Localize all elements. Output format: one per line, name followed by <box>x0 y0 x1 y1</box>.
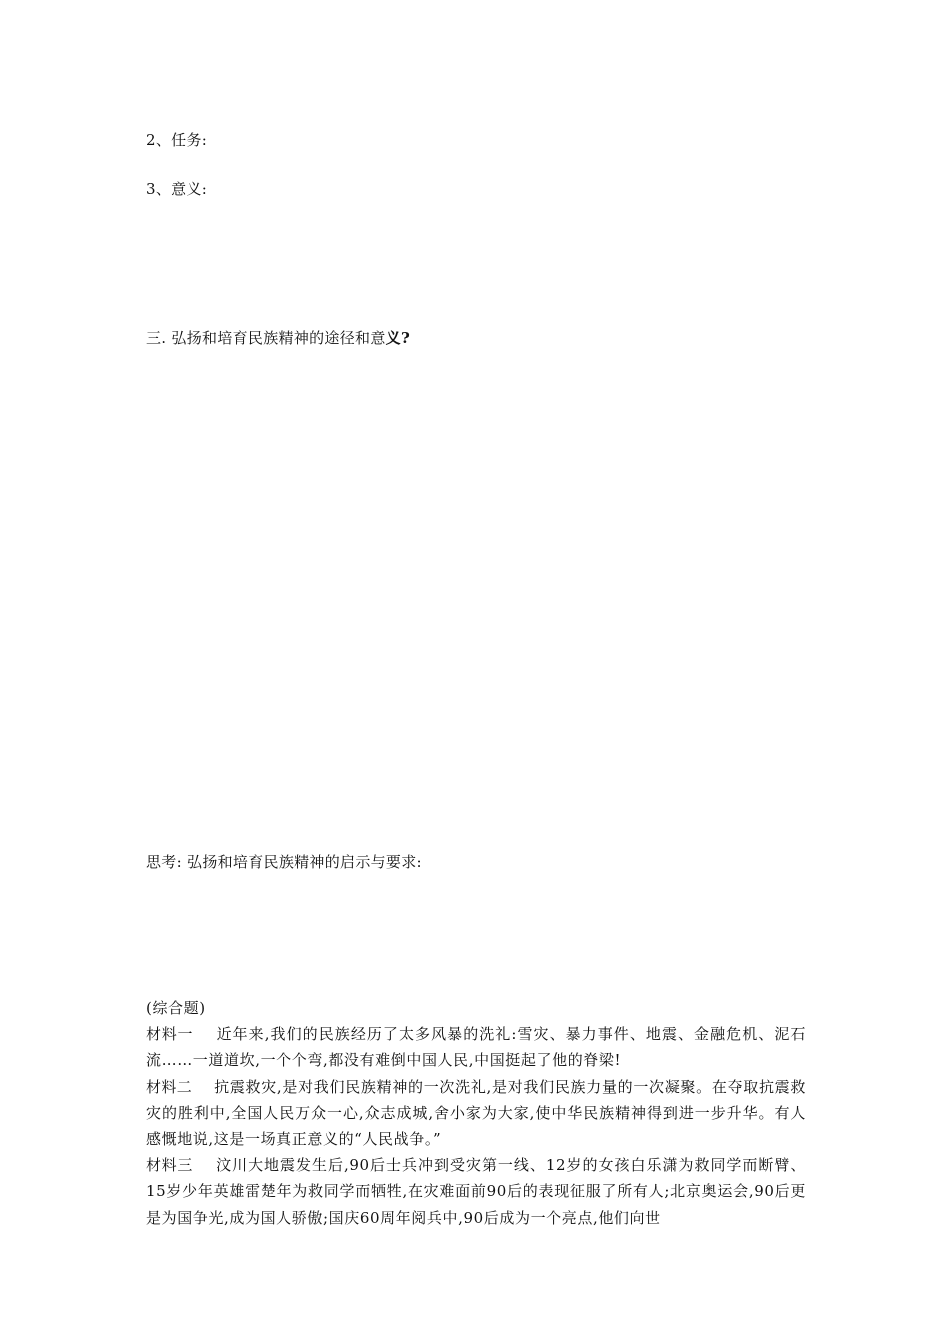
section-3-heading-text: 三. 弘扬和培育民族精神的途径和意 <box>146 329 386 347</box>
comprehensive-heading: (综合题) <box>146 999 206 1017</box>
material-2-text: 抗震救灾,是对我们民族精神的一次洗礼,是对我们民族力量的一次凝聚。在夺取抗震救灾的胜利中,全国人民万众一心,众志成城,舍小家为大家,使中华民族精神得到进一步升华。有人感慨地说,这是一场真正意义的“人民战争。” <box>146 1077 806 1149</box>
section-3-heading-tail: 义? <box>385 329 411 347</box>
section-3-heading <box>146 327 410 348</box>
material-3-text: 汶川大地震发生后,90后士兵冲到受灾第一线、12岁的女孩白乐潇为救同学而断臂、15岁少年英雄雷楚年为救同学而牺牲,在灾难面前90后的表现征服了所有人;北京奥运会,90后更是为国争光,成为国人骄傲;国庆60周年阅兵中,90后成为一个亮点,他们向世 <box>146 1156 806 1227</box>
material-3 <box>146 1152 806 1231</box>
material-3-label: 材料三 <box>146 1156 194 1175</box>
material-1 <box>146 1021 806 1073</box>
meaning-item: 3、意义: <box>146 180 208 198</box>
comprehensive-question <box>146 995 806 1231</box>
material-2 <box>146 1074 806 1153</box>
material-1-text: 近年来,我们的民族经历了太多风暴的洗礼:雪灾、暴力事件、地震、金融危机、泥石流……一道道坎,一个个弯,都没有难倒中国人民,中国挺起了他的脊梁! <box>146 1025 806 1070</box>
task-item: 2、任务: <box>146 131 208 149</box>
reflection-prompt: 思考: 弘扬和培育民族精神的启示与要求: <box>146 853 422 871</box>
material-2-label: 材料二 <box>146 1077 193 1096</box>
material-1-label: 材料一 <box>146 1025 194 1044</box>
